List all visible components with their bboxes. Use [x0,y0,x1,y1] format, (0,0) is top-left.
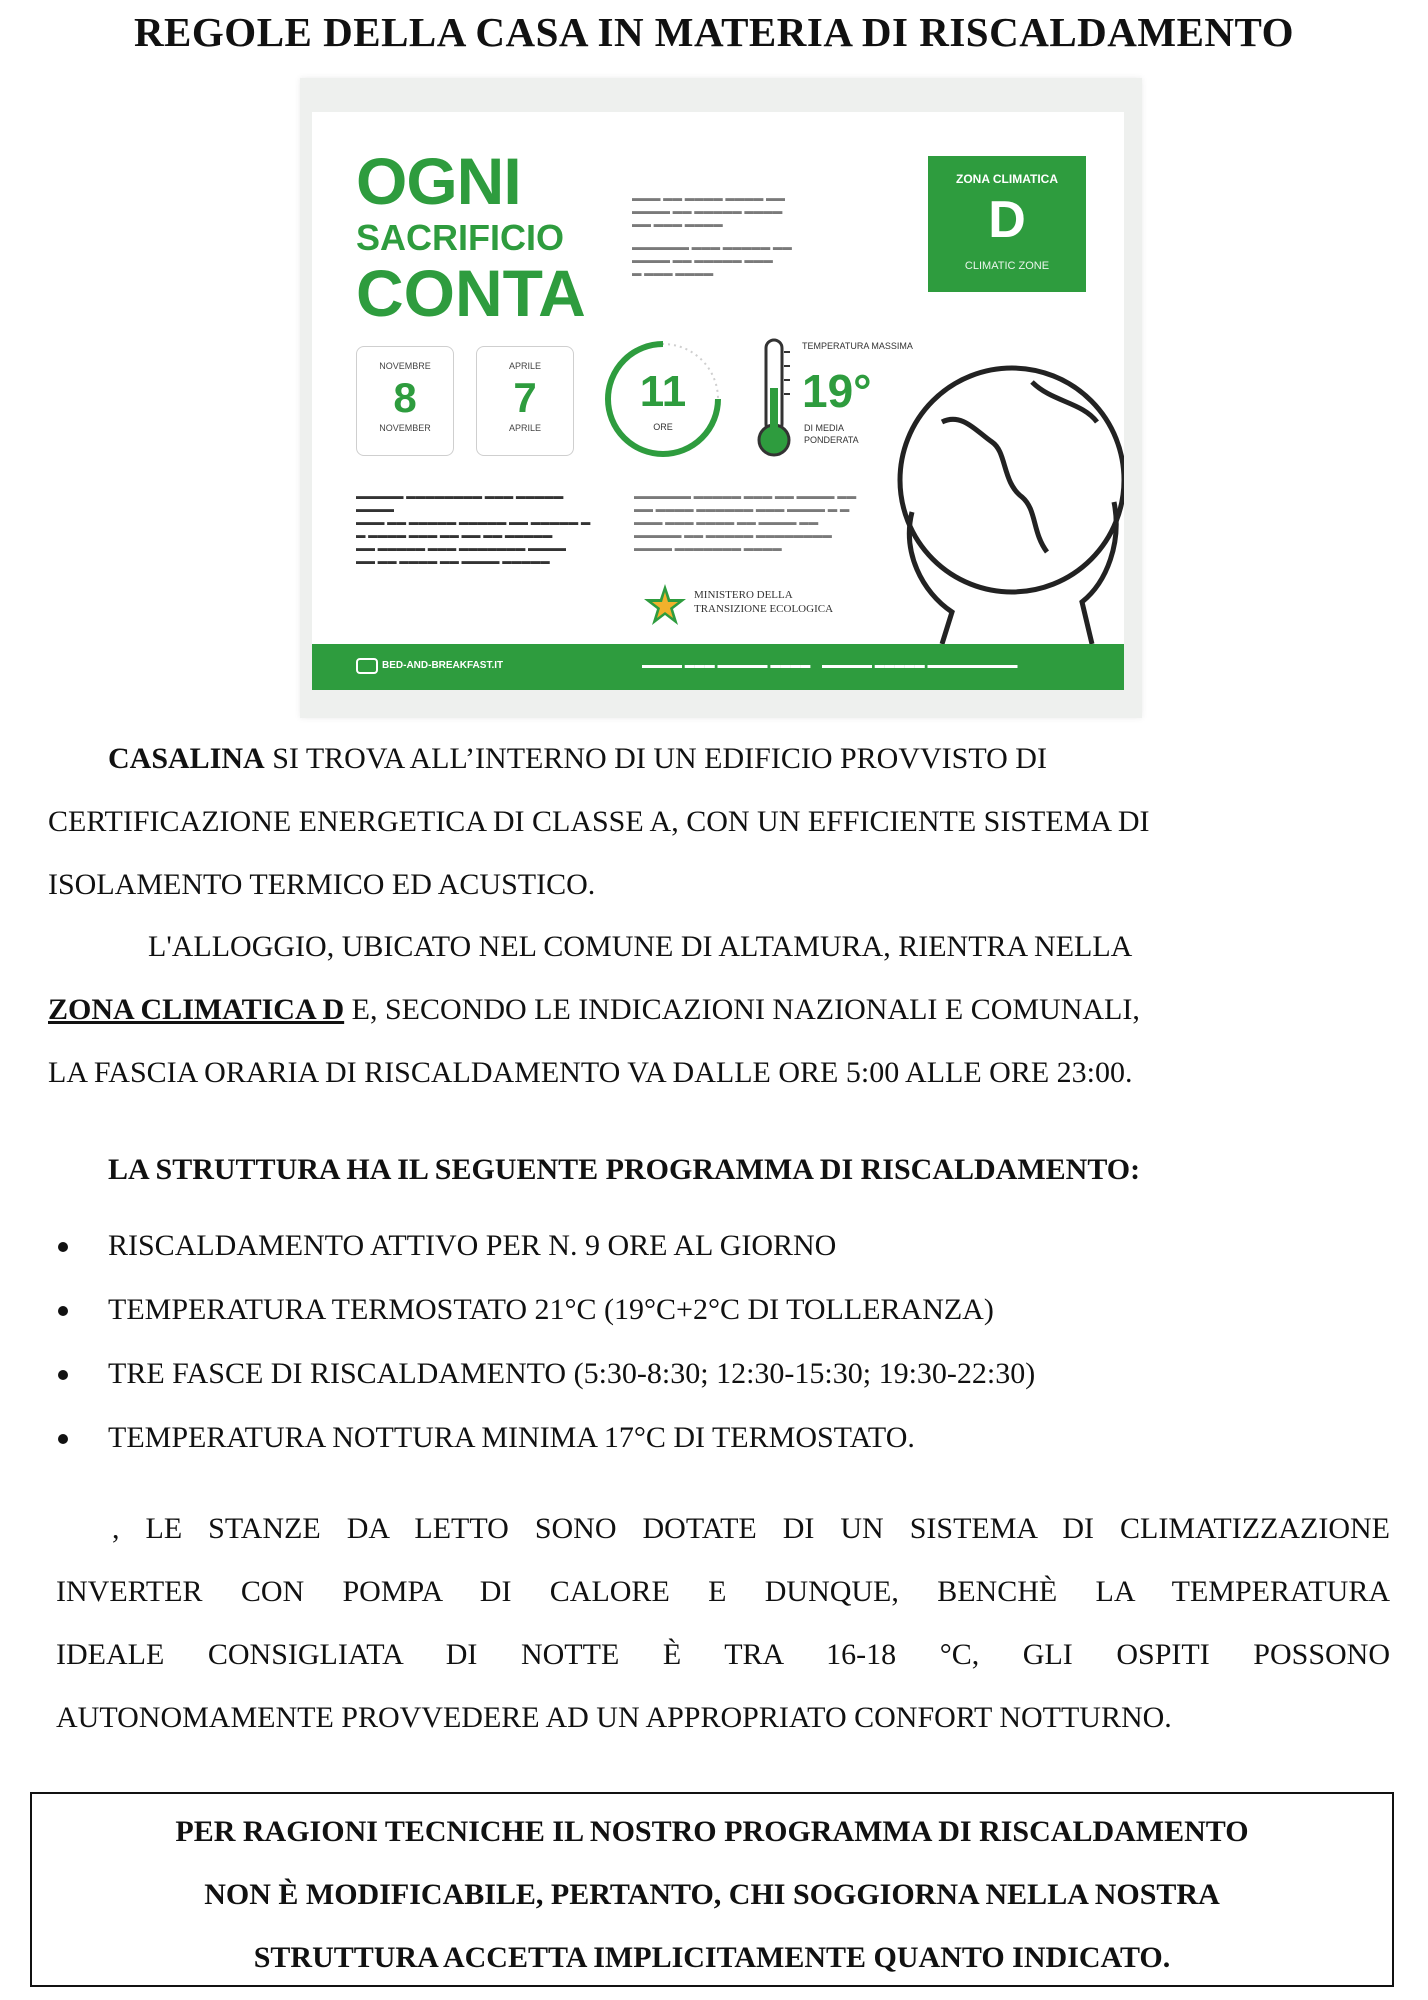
slogan-line-1: OGNI [356,144,521,218]
notice-line-3: STRUTTURA ACCETTA IMPLICITAMENTE QUANTO INDICATO. [253,1941,1171,1974]
zone-highlight: ZONA CLIMATICA D [48,993,345,1026]
slogan-line-2: SACRIFICIO [356,217,565,258]
notice-box [30,1792,1394,1987]
p1-line-3: ISOLAMENTO TERMICO ED ACUSTICO. [48,868,596,901]
program-heading: LA STRUTTURA HA IL SEGUENTE PROGRAMMA DI RISCALDAMENTO: [108,1153,1141,1186]
page-title: REGOLE DELLA CASA IN MATERIA DI RISCALDAMENTO [133,9,1295,55]
temp-sub: DI MEDIA PONDERATA [804,423,859,445]
card-day: 8 [393,374,417,421]
globe-in-hands-icon [882,312,1124,644]
list-item [56,1214,1035,1278]
poster-slogan [356,144,586,330]
temp-caption: TEMPERATURA MASSIMA [802,341,913,351]
list-item-text: RISCALDAMENTO ATTIVO PER N. 9 ORE AL GIORNO [108,1229,837,1262]
p3-line-2: INVERTER CON POMPA DI CALORE E DUNQUE, BENCHÈ LA TEMPERATURA [56,1575,1390,1608]
footer-mid-text: ▬▬▬▬ ▬▬▬ ▬▬▬▬▬ ▬▬▬▬ [642,660,811,671]
p3-line-3: IDEALE CONSIGLIATA DI NOTTE È TRA 16-18 °C, GLI OSPITI POSSONO [56,1638,1390,1671]
bullet [58,1434,68,1444]
bedroom-paragraph [56,1497,1390,1749]
bed-icon [356,657,378,675]
list-item [56,1342,1035,1406]
property-name: CASALINA [108,742,265,775]
bullet [58,1242,68,1252]
zone-letter: D [988,191,1026,249]
bullet [58,1370,68,1380]
p1-line-2: CERTIFICAZIONE ENERGETICA DI CLASSE A, CON UN EFFICIENTE SISTEMA DI [48,805,1150,838]
hours-unit: ORE [653,422,673,432]
card-month-en: APRILE [508,423,541,433]
bullet [58,1306,68,1316]
zone-sub: CLIMATIC ZONE [964,260,1050,272]
list-item [56,1278,1035,1342]
p2-line-2: E, SECONDO LE INDICAZIONI NAZIONALI E COMUNALI, [344,993,1140,1026]
poster-footer [312,644,1124,690]
p3-line-4: AUTONOMAMENTE PROVVEDERE AD UN APPROPRIATO CONFORT NOTTURNO. [56,1701,1172,1734]
ministry-name: MINISTERO DELLA TRANSIZIONE ECOLOGICA [694,589,834,615]
card-month: APRILE [508,361,541,371]
card-month: NOVEMBRE [379,361,431,371]
start-date-card [356,346,454,456]
slogan-line-3: CONTA [356,256,586,330]
hours-value: 11 [639,367,687,416]
temp-value: 19° [802,365,872,417]
list-item-text: TEMPERATURA NOTTURA MINIMA 17°C DI TERMOSTATO. [108,1421,915,1454]
building-paragraph [48,727,1388,916]
thermometer-icon [754,336,794,462]
p2-line-3: LA FASCIA ORARIA DI RISCALDAMENTO VA DALLE ORE 5:00 ALLE ORE 23:00. [48,1056,1133,1089]
footer-site: BED-AND-BREAKFAST.IT [382,660,504,671]
card-day: 7 [513,374,537,421]
heating-poster [312,112,1124,690]
notice-line-1: PER RAGIONI TECNICHE IL NOSTRO PROGRAMMA DI RISCALDAMENTO [175,1815,1249,1848]
footer-right-text: ▬▬▬▬▬ ▬▬▬▬▬ ▬▬▬▬▬▬▬▬▬ [822,660,1018,671]
p1-line-1: SI TROVA ALL’INTERNO DI UN EDIFICIO PROVVISTO DI [264,742,1047,775]
climate-zone-paragraph [48,915,1388,1104]
zone-label: ZONA CLIMATICA [956,172,1058,186]
card-month-en: NOVEMBER [379,423,431,433]
poster-body-mid: ▬▬▬▬▬▬ ▬▬▬▬▬ ▬▬▬ ▬▬ ▬▬▬▬ ▬▬ ▬▬ ▬▬▬▬ ▬▬▬▬▬▬ ▬▬▬ ▬▬▬▬ ▬ ▬ ▬▬▬ ▬▬▬ ▬▬▬▬ ▬▬ ▬▬▬▬ ▬▬ ▬▬▬▬▬ ▬▬ ▬▬▬▬▬ ▬▬▬▬▬▬▬▬ ▬▬▬▬ ▬▬▬▬▬▬▬ ▬▬▬▬ [634,491,857,554]
list-item-text: TEMPERATURA TERMOSTATO 21°C (19°C+2°C DI TOLLERANZA) [108,1293,994,1326]
end-date-card [476,346,574,456]
poster-intro-text: ▬▬▬ ▬▬ ▬▬▬▬ ▬▬▬▬ ▬▬ ▬▬▬▬ ▬▬ ▬▬▬▬▬ ▬▬▬▬ ▬▬ ▬▬▬ ▬▬▬▬ ▬▬▬▬▬▬ ▬▬▬ ▬▬▬▬▬ ▬▬ ▬▬▬▬ ▬▬ ▬▬▬▬▬ ▬▬▬ ▬ ▬▬▬ ▬▬▬▬ [632,193,792,279]
climatic-zone-badge [928,156,1086,292]
list-item [56,1406,1035,1470]
poster-body-left: ▬▬▬▬▬ ▬▬▬▬▬▬▬▬ ▬▬▬ ▬▬▬▬▬ ▬▬▬▬ ▬▬▬ ▬▬ ▬▬▬▬▬ ▬▬▬▬▬ ▬▬ ▬▬▬▬▬ ▬ ▬ ▬▬▬▬ ▬▬▬ ▬▬ ▬▬ ▬▬ ▬▬▬▬▬ ▬▬ ▬▬▬▬▬ ▬▬▬ ▬▬▬▬▬▬▬ ▬▬▬▬ ▬▬ ▬▬ ▬▬▬▬ ▬▬ ▬▬▬▬ ▬▬▬▬▬ [356,491,591,567]
p3-line-1: , LE STANZE DA LETTO SONO DOTATE DI UN SISTEMA DI CLIMATIZZAZIONE [112,1512,1390,1545]
p2-line-1: L'ALLOGGIO, UBICATO NEL COMUNE DI ALTAMURA, RIENTRA NELLA [148,930,1133,963]
list-item-text: TRE FASCE DI RISCALDAMENTO (5:30-8:30; 12:30-15:30; 19:30-22:30) [108,1357,1036,1390]
program-list [56,1214,1035,1470]
ministry-star-logo [642,582,688,628]
notice-line-2: NON È MODIFICABILE, PERTANTO, CHI SOGGIORNA NELLA NOSTRA [204,1878,1220,1911]
